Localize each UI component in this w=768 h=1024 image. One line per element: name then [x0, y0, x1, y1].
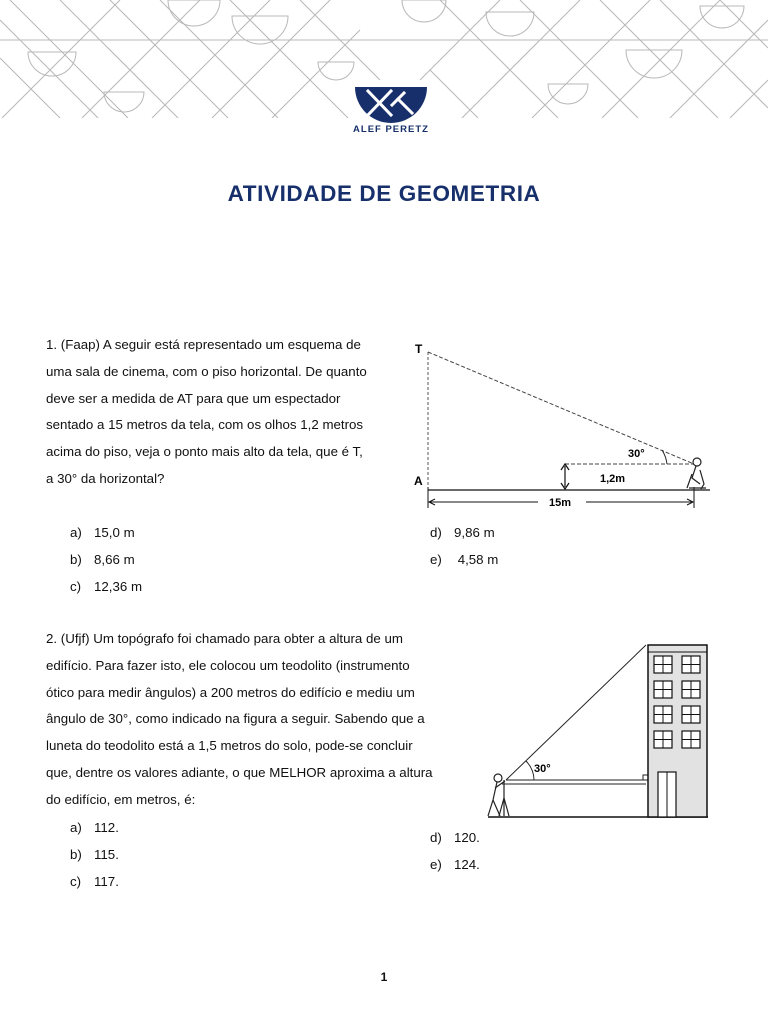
option-letter: e) [430, 552, 442, 567]
option-text: 117. [94, 874, 119, 889]
q1-option-d[interactable] [430, 525, 495, 541]
surveyor-icon [488, 774, 509, 816]
page-title: ATIVIDADE DE GEOMETRIA [227, 181, 541, 206]
question-1-line: deve ser a medida de AT para que um espectador [46, 390, 341, 406]
option-text: 115. [94, 847, 119, 862]
question-2-line: ótico para medir ângulos) a 200 metros do edifício e mediu um [46, 684, 415, 700]
option-text: 9,86 m [454, 525, 495, 540]
question-1-figure-cinema [410, 338, 720, 513]
question-2-line: que, dentre os valores adiante, o que MELHOR aproxima a altura [46, 764, 433, 780]
option-letter: e) [430, 857, 442, 872]
option-text: 12,36 m [94, 579, 143, 594]
question-1-line: acima do piso, veja o ponto mais alto da tela, que é T, [46, 444, 363, 460]
option-text: 15,0 m [94, 525, 135, 540]
question-1-line: sentado a 15 metros da tela, com os olhos 1,2 metros [46, 417, 364, 433]
option-text: 120. [454, 830, 480, 845]
q2-option-c[interactable] [70, 874, 119, 890]
question-1-line: 1. (Faap) A seguir está representado um esquema de [46, 337, 361, 352]
alef-peretz-logo [354, 85, 428, 125]
option-text: 124. [454, 857, 480, 872]
eye-height-label: 1,2m [600, 473, 626, 485]
angle-label: 30° [534, 763, 551, 775]
question-1-line: uma sala de cinema, com o piso horizontal. De quanto [46, 363, 367, 379]
option-text: 4,58 m [454, 552, 499, 567]
option-letter: c) [70, 579, 82, 594]
q2-option-e[interactable] [430, 857, 480, 873]
question-2-line: edifício. Para fazer isto, ele colocou um teodolito (instrumento [46, 657, 410, 673]
question-2-line: luneta do teodolito está a 1,5 metros do solo, pode-se concluir [46, 738, 413, 754]
option-text: 112. [94, 820, 119, 835]
q2-option-a[interactable] [70, 820, 119, 836]
q2-option-d[interactable] [430, 830, 480, 846]
option-letter: b) [70, 847, 82, 862]
question-2-figure-building [478, 640, 718, 822]
option-letter: c) [70, 874, 82, 889]
question-1-text [46, 332, 367, 493]
option-letter: a) [70, 525, 82, 540]
distance-label: 15m [549, 497, 572, 509]
option-letter: d) [430, 525, 442, 540]
q1-option-e[interactable] [430, 552, 498, 568]
q1-option-a[interactable] [70, 525, 135, 541]
label-t: T [415, 342, 423, 356]
question-2-line: ângulo de 30°, como indicado na figura a seguir. Sabendo que a [46, 711, 425, 727]
building-icon [648, 645, 707, 817]
option-letter: b) [70, 552, 82, 567]
angle-label: 30° [628, 448, 645, 460]
question-2-line: do edifício, em metros, é: [46, 791, 196, 807]
question-2-line: 2. (Ufjf) Um topógrafo foi chamado para obter a altura de um [46, 631, 403, 646]
option-text: 8,66 m [94, 552, 135, 567]
q1-option-b[interactable] [70, 552, 135, 568]
q2-option-b[interactable] [70, 847, 119, 863]
option-letter: d) [430, 830, 442, 845]
q1-option-c[interactable] [70, 579, 142, 595]
question-2-text [46, 626, 433, 814]
page-number: 1 [380, 970, 388, 984]
label-a: A [414, 474, 423, 488]
question-1-line: a 30° da horizontal? [46, 470, 165, 486]
brand-name: ALEF PERETZ [353, 124, 429, 135]
option-letter: a) [70, 820, 82, 835]
